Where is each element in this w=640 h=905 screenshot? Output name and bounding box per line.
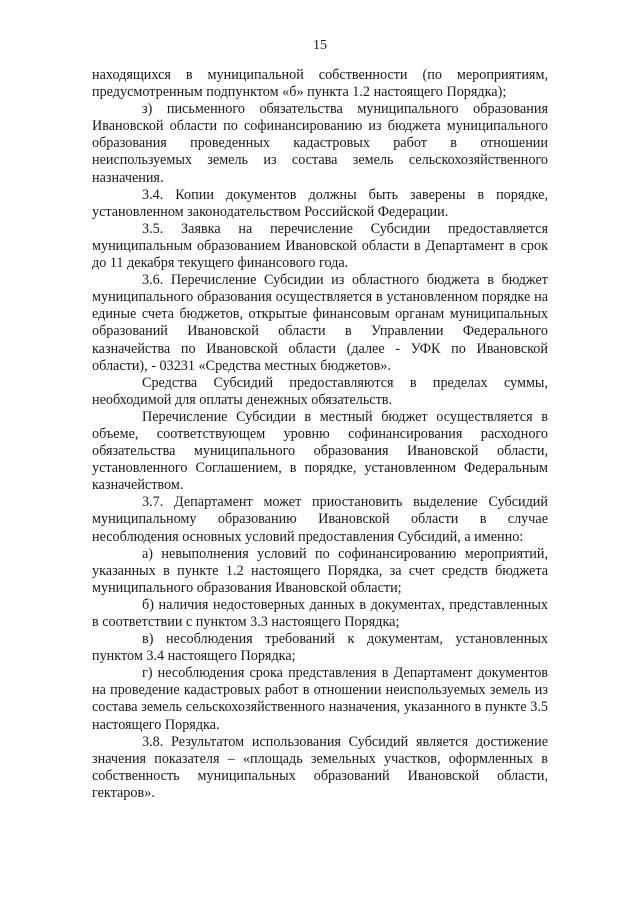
page-number: 15 bbox=[313, 38, 327, 53]
paragraph: 3.6. Перечисление Субсидии из областного бюджета в бюджет муниципального образования осуществляется в установленном порядке на единые счета бюджетов, открытые финансовым органам муниципальных образований Ивановской области в Управлении Федерального казначейства по Ивановской области (далее - УФК по Ивановской области), - 03231 «Средства местных бюджетов». bbox=[92, 272, 548, 374]
paragraph: 3.5. Заявка на перечисление Субсидии предоставляется муниципальным образованием Ивановской области в Департамент в срок до 11 декабря текущего финансового года. bbox=[92, 220, 548, 272]
paragraph: 3.7. Департамент может приостановить выделение Субсидий муниципальному образованию Ивановской области в случае несоблюдения основных условий предоставления Субсидий, а именно: bbox=[92, 494, 548, 545]
paragraph: з) письменного обязательства муниципального образования Ивановской области по софинансированию из бюджета муниципального образования проведенных кадастровых работ в отношении неиспользуемых земель из состава земель сельскохозяйственного назначения. bbox=[92, 101, 548, 186]
paragraph: 3.8. Результатом использования Субсидий является достижение значения показателя – «площадь земельных участков, оформленных в собственность муниципальных образований Ивановской области, гектаров». bbox=[92, 733, 548, 801]
paragraph: в) несоблюдения требований к документам, установленных пунктом 3.4 настоящего Порядка; bbox=[92, 631, 548, 665]
paragraph: Средства Субсидий предоставляются в пределах суммы, необходимой для оплаты денежных обязательств. bbox=[92, 374, 548, 408]
document-body bbox=[92, 67, 548, 802]
paragraph: б) наличия недостоверных данных в документах, представленных в соответствии с пунктом 3.3 настоящего Порядка; bbox=[92, 596, 548, 630]
paragraph: находящихся в муниципальной собственности (по мероприятиям, предусмотренным подпунктом «б» пункта 1.2 настоящего Порядка); bbox=[92, 67, 548, 101]
paragraph: а) невыполнения условий по софинансированию мероприятий, указанных в пункте 1.2 настоящего Порядка, за счет средств бюджета муниципального образования Ивановской области; bbox=[92, 545, 548, 596]
paragraph: г) несоблюдения срока представления в Департамент документов на проведение кадастровых работ в отношении неиспользуемых земель из состава земель сельскохозяйственного назначения, указанного в пункте 3.5 настоящего Порядка. bbox=[92, 665, 548, 733]
paragraph: 3.4. Копии документов должны быть заверены в порядке, установленном законодательством Российской Федерации. bbox=[92, 186, 548, 220]
paragraph: Перечисление Субсидии в местный бюджет осуществляется в объеме, соответствующем уровню софинансирования расходного обязательства муниципального образования Ивановской области, установленного Соглашением, в порядке, установленном Федеральным казначейством. bbox=[92, 408, 548, 494]
